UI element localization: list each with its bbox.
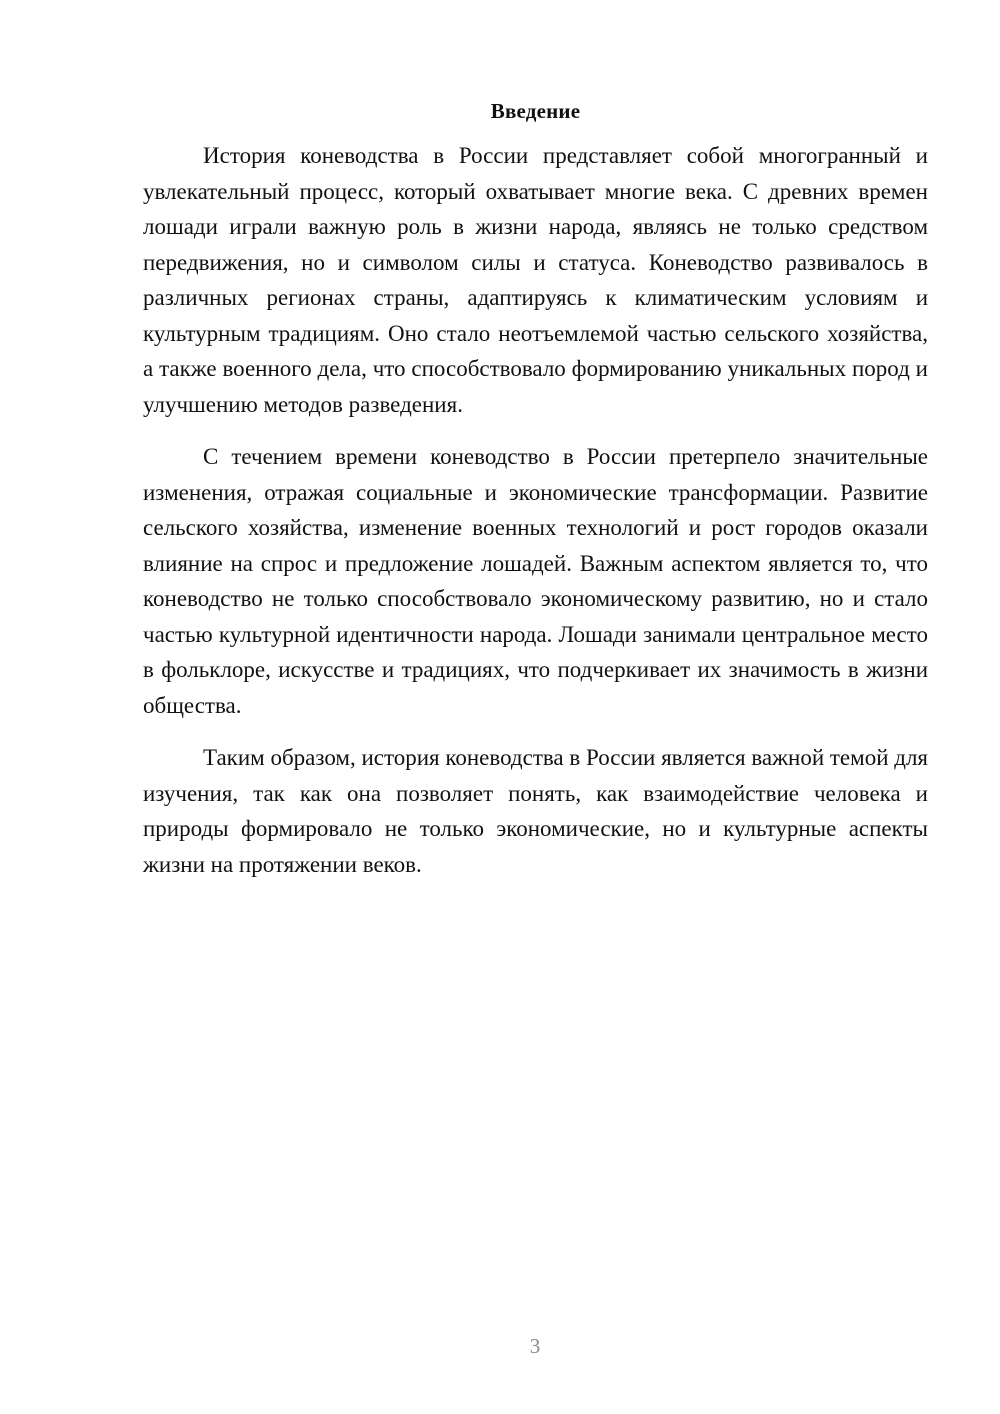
page-number: 3: [529, 1334, 541, 1358]
page-content: [143, 96, 928, 899]
paragraph-1: История коневодства в России представляет собой многогранный и увлекательный процесс, который охватывает многие века. С древних времен лошади играли важную роль в жизни народа, являясь не только средством передвижения, но и символом силы и статуса. Коневодство развивалось в различных регионах страны, адаптируясь к климатическим условиям и культурным традициям. Оно стало неотъемлемой частью сельского хозяйства, а также военного дела, что способствовало формированию уникальных пород и улучшению методов разведения.: [143, 143, 928, 417]
section-title: Введение: [490, 99, 581, 123]
paragraph-2: С течением времени коневодство в России претерпело значительные изменения, отражая социальные и экономические трансформации. Развитие сельского хозяйства, изменение военных технологий и рост городов оказали влияние на спрос и предложение лошадей. Важным аспектом является то, что коневодство не только способствовало экономическому развитию, но и стало частью культурной идентичности народа. Лошади занимали центральное место в фольклоре, искусстве и традициях, что подчеркивает их значимость в жизни общества.: [143, 444, 928, 718]
paragraph-3: Таким образом, история коневодства в России является важной темой для изучения, так как она позволяет понять, как взаимодействие человека и природы формировало не только экономические, но и культурные аспекты жизни на протяжении веков.: [143, 745, 929, 877]
